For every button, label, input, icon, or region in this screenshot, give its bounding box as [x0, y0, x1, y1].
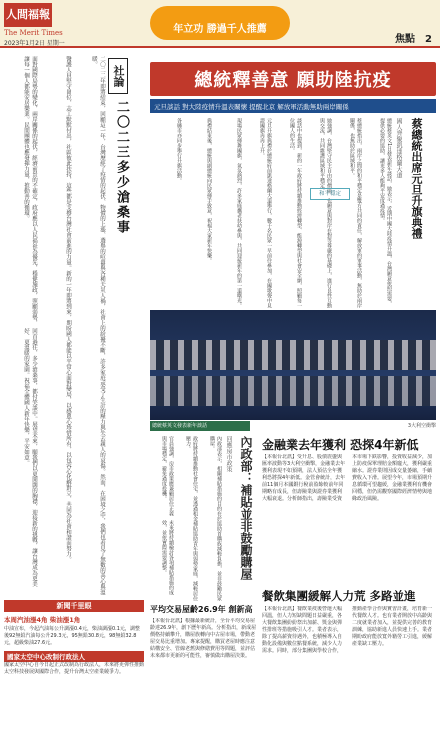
briefs-header: 新聞千里眼: [4, 600, 144, 612]
masthead: [0, 0, 440, 48]
brief-title: 本周汽油漲4角 柴油漲1角: [4, 616, 81, 624]
brief-body: 國家太空中心自今日起正式改制為行政法人，未來將更彈性推動太空科技發展與國際合作，提升台灣太空產業競爭力。: [4, 662, 145, 675]
ceremony-photo: [150, 310, 436, 420]
lead-column: 她強調，台灣堅守民主自由的價值，也願意與對岸在對等尊嚴的基礎上，進行良性互動與交流，共同維護區域和平穩定。: [319, 118, 332, 308]
housing-story: [150, 436, 260, 601]
housing-story-subtitle: 回應房市政策: [225, 436, 232, 472]
housing-age-title: 平均交易屋齡26.9年 創新高: [150, 605, 253, 614]
editorial-column: 醫護人員堅守崗位，志工默默付出，社區彼此扶持，這些都是支撐台灣社會前進的力量。新的一年即將到來，期盼國人都能以平常心面對變局，以感恩心珍惜所有，以包容心化解對立，共同為社會和諧而努力。: [65, 56, 71, 562]
photo-caption-secondary: 3大利空衝擊: [407, 423, 436, 429]
editorial-title: 二〇二三多少滄桑事: [114, 100, 129, 235]
slogan-badge: [150, 6, 290, 40]
editorial-column: 面對國際局勢的變化，兩岸關係的起伏，經濟前景的不確定，政府應以人民福祉為優先，穩健施政，照顧弱勢，讓每一個人都能安居樂業。民間團體也應發揮力量，推動善的循環。: [23, 56, 37, 326]
brief-body: 中油宣布，今起汽油每公升調漲0.4元，柴油調漲0.1元，調整後92無鉛汽油每公升29.3元，95無鉛30.8元，98無鉛32.8元，超級柴油27.6元。: [4, 626, 140, 646]
lead-column: 談話中也提到，新的一年政府將持續推動經濟轉型、能源轉型與社會安全網，照顧每一位國人的生活。: [289, 118, 302, 308]
lead-column: 總統蔡英文1日發表新年談話，她表示，近期中國大陸疫情升溫，台灣願意依照需要，提供必要的協助，讓更多人能夠平安度過疫情。: [379, 118, 392, 307]
housing-column: 政府將持續推動社會住宅，並透過租金補貼協助青年與弱勢家庭，減輕居住壓力。: [185, 436, 198, 601]
editorial-section: [4, 56, 144, 596]
housing-column: 未來將持續檢討各項補貼措施的成效，並依實際需要調整。: [161, 520, 174, 595]
editorial-badge: 社論: [108, 58, 128, 94]
housing-column: 官員強調，房市政策應兼顧居住正義與市場穩定，避免過度投機。: [161, 436, 174, 516]
brief-title: 國家太空中心改制行政法人: [4, 651, 144, 662]
editorial-column: 二〇二二年即將結束，回顧這一年，台灣歷經了疫情的起伏、物價的上漲、選舉的喧囂與各種天災人禍，社會上的紛擾不斷，許多家庭承受了生計的壓力與失去親人的哀傷。然而，在困境之中，我們也看見了無數的善心與溫暖。: [91, 56, 105, 595]
editorial-column: 回首過往，多少滄桑事，都付笑談中。展望未來，願我們以更開闊的胸襟，迎接新的挑戰，讓台灣成為更美好、更溫暖的家園。祝福全體國人新年快樂，平安如意。: [23, 328, 37, 587]
housing-column: 內政部表示，相關補貼措施的目的在於協助首購族減輕負擔，並非鼓勵民眾購屋。: [209, 436, 222, 601]
lead-column: 各縣市亦同步舉行升旗活動。: [176, 118, 182, 183]
news-briefs: [4, 600, 144, 730]
housing-age-body: 【本報台北訊】根據最新統計，全台平均交易屋齡達26.9年，創下歷年新高。分析指出，新成屋價格持續攀升，購屋族轉向中古屋市場，帶動老屋交易比重增加。專家提醒，購買老屋時應注意結構安全、管線老舊與修繕費用等問題，並評估未來都市更新的可能性，審慎做出購屋決策。: [150, 618, 257, 659]
page-label: 焦點 2: [395, 34, 432, 45]
photo-caption: 總統蔡英文發表新年談話: [150, 421, 250, 431]
catering-story-body: 【本報台北訊】餐飲業疫後營運大幅回溫，但人力短缺問題日益嚴重，各大餐飲集團紛紛祭出加薪、獎金與彈性排班等措施吸引人才。業者表示，除了提高薪資待遇外，也積極導入自動化設備與數位點餐系統，減少人力需求。同時，部分集團與學校合作，推動產學合作與實習計畫，培育新一代餐飲人才。也有業者開放中高齡與二度就業者加入，並提供完善的教育訓練，協助新進人員快速上手。業者期盼政府能放寬外籍勞工引進，緩解產業缺工壓力。: [262, 606, 433, 654]
headline-banner: [150, 62, 436, 96]
issue-date: 2023年1月2日 星期一: [4, 40, 65, 47]
lead-column: 元旦升旗典禮於總統府前凱達格蘭大道舉行，數千名民眾一早前往參加，在國歌聲中見證國旗冉冉上升。: [259, 118, 272, 308]
crowd-row: [150, 376, 436, 406]
lead-story-subtitle: 國人齊聚凱達格蘭大道: [395, 118, 402, 178]
lead-column: 蔡總統指出，兩岸之間的和平穩定是雙方共同的責任，解放軍的軍事活動，無助於兩岸關係，也無助於區域和平。: [349, 118, 362, 308]
headline-text: 總統釋善意 願助陸抗疫: [194, 70, 392, 91]
finance-story-title: 金融業去年獲利 恐探4年新低: [262, 438, 419, 452]
housing-age-story: [150, 604, 258, 730]
catering-story-title: 餐飲集團緩解人力荒 多路並進: [262, 589, 416, 603]
finance-story: [262, 436, 436, 586]
newspaper-logo-en: The Merit Times: [4, 29, 63, 37]
newspaper-logo: 人間福報: [4, 3, 52, 27]
headline-subhead: 元旦談話 對大陸疫情升溫表關懷 提醒北京 解放軍活動無助兩岸關係: [150, 99, 436, 113]
slogan-text: 年立功 勝過千人推薦: [173, 24, 267, 35]
lead-callout-box: 和平穩定: [310, 188, 350, 200]
housing-story-title: 內政部：補貼並非鼓勵購屋: [239, 436, 253, 580]
finance-story-body: 【本報台北訊】受升息、股債震盪與匯率波動等3大利空衝擊，金融業去年獲利表現不如預期，法人預估全年獲利恐將探4年新低。金管會統計，去年前11個月本國銀行稅前盈餘較前年同期略有成長，但壽險業與證券業獲利大幅衰退。分析師指出，壽險業受資本市場下跌影響，投資收益減少，加上防疫保單理賠金額龐大，獲利嚴重縮水。證券業則因成交量萎縮，手續費收入下滑。展望今年，市場預期升息循環可望趨緩，金融業獲利有機會回穩，但仍需觀察國際經濟情勢與地緣政治風險。: [262, 454, 433, 502]
lead-column: 典禮結束後，總統與副總統向民眾揮手致意，祝福大家新年快樂。: [206, 118, 212, 263]
lead-story-title: 蔡總統出席元旦升旗典禮: [410, 118, 423, 239]
lead-story: [150, 118, 436, 308]
crowd-row: [150, 340, 436, 370]
lead-column: 現場民眾揮舞國旗，氣氛熱烈，許多家庭攜老扶幼參與，共同迎接新年的第一道曙光。: [236, 118, 242, 308]
catering-story: [262, 588, 436, 728]
